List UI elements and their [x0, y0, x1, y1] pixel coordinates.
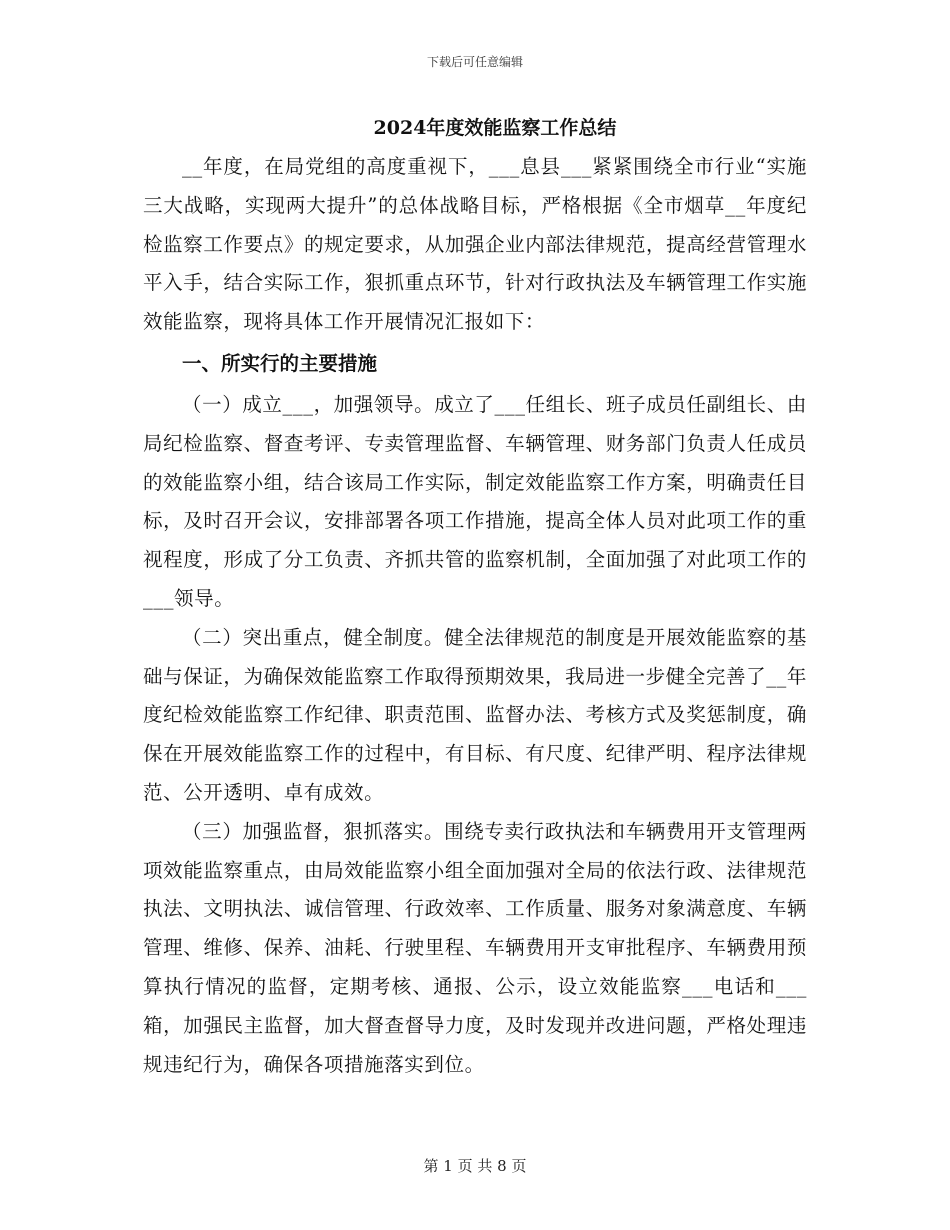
- document-body: [143, 108, 807, 1084]
- paragraph-1: （一）成立___，加强领导。成立了___任组长、班子成员任副组长、由局纪检监察、督查考评、专卖管理监督、车辆管理、财务部门负责人任成员的效能监察小组，结合该局工作实际，制定效能监察工作方案，明确责任目标，及时召开会议，安排部署各项工作措施，提高全体人员对此项工作的重视程度，形成了分工负责、齐抓共管的监察机制，全面加强了对此项工作的___领导。: [143, 392, 807, 610]
- page-number: 第 1 页 共 8 页: [423, 1157, 527, 1175]
- section-heading-1: 一、所实行的主要措施: [182, 351, 378, 375]
- document-title: 2024年度效能监察工作总结: [373, 117, 617, 139]
- intro-paragraph: __年度，在局党组的高度重视下，___息县___紧紧围绕全市行业“实施三大战略，实现两大提升”的总体战略目标，严格根据《全市烟草__年度纪检监察工作要点》的规定要求，从加强企业内部法律规范，提高经营管理水平入手，结合实际工作，狠抓重点环节，针对行政执法及车辆管理工作实施效能监察，现将具体工作开展情况汇报如下：: [143, 155, 807, 334]
- paragraph-2: （二）突出重点，健全制度。健全法律规范的制度是开展效能监察的基础与保证，为确保效能监察工作取得预期效果，我局进一步健全完善了__年度纪检效能监察工作纪律、职责范围、监督办法、考核方式及奖惩制度，确保在开展效能监察工作的过程中，有目标、有尺度、纪律严明、程序法律规范、公开透明、卓有成效。: [143, 625, 807, 804]
- header-note: 下载后可任意编辑: [426, 55, 523, 69]
- paragraph-3: （三）加强监督，狠抓落实。围绕专卖行政执法和车辆费用开支管理两项效能监察重点，由局效能监察小组全面加强对全局的依法行政、法律规范执法、文明执法、诚信管理、行政效率、工作质量、服务对象满意度、车辆管理、维修、保养、油耗、行驶里程、车辆费用开支审批程序、车辆费用预算执行情况的监督，定期考核、通报、公示，设立效能监察___电话和___箱，加强民主监督，加大督查督导力度，及时发现并改进问题，严格处理违规违纪行为，确保各项措施落实到位。: [143, 819, 807, 1076]
